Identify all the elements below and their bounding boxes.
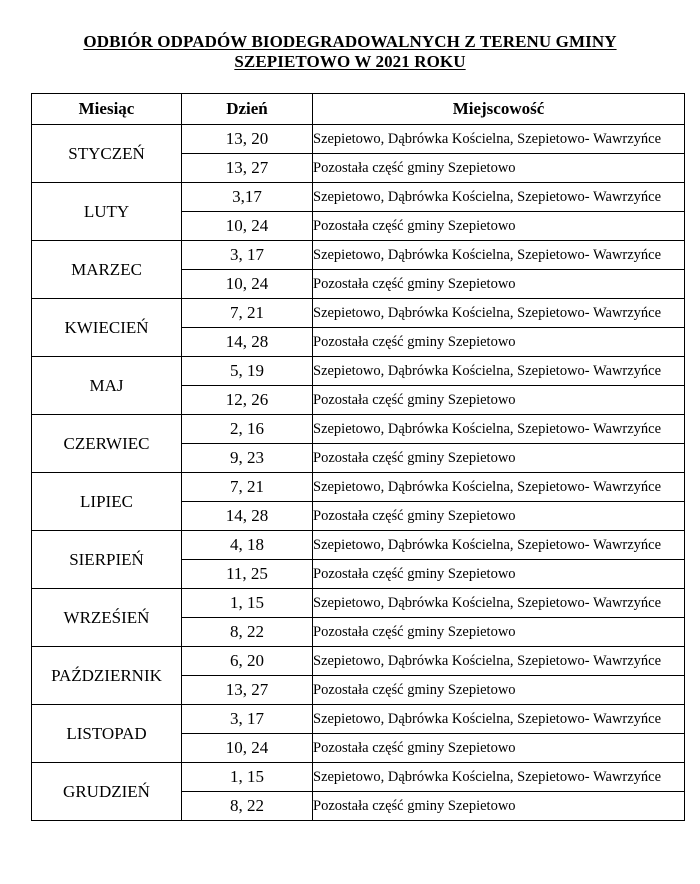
header-row xyxy=(32,94,685,125)
month-cell: LISTOPAD xyxy=(32,705,182,763)
days-cell: 1, 15 xyxy=(182,763,313,792)
days-cell: 4, 18 xyxy=(182,531,313,560)
header-place: Miejscowość xyxy=(313,94,685,125)
place-cell: Szepietowo, Dąbrówka Kościelna, Szepietowo- Wawrzyńce xyxy=(313,763,685,792)
place-cell: Pozostała część gminy Szepietowo xyxy=(313,154,685,183)
place-cell: Pozostała część gminy Szepietowo xyxy=(313,328,685,357)
place-cell: Szepietowo, Dąbrówka Kościelna, Szepietowo- Wawrzyńce xyxy=(313,241,685,270)
place-cell: Pozostała część gminy Szepietowo xyxy=(313,270,685,299)
days-cell: 7, 21 xyxy=(182,473,313,502)
table-row xyxy=(32,531,685,560)
table-row xyxy=(32,589,685,618)
table-row xyxy=(32,705,685,734)
days-cell: 13, 27 xyxy=(182,676,313,705)
days-cell: 3,17 xyxy=(182,183,313,212)
days-cell: 3, 17 xyxy=(182,705,313,734)
place-cell: Pozostała część gminy Szepietowo xyxy=(313,560,685,589)
days-cell: 8, 22 xyxy=(182,792,313,821)
table-row xyxy=(32,763,685,792)
days-cell: 14, 28 xyxy=(182,502,313,531)
place-cell: Pozostała część gminy Szepietowo xyxy=(313,444,685,473)
place-cell: Szepietowo, Dąbrówka Kościelna, Szepietowo- Wawrzyńce xyxy=(313,473,685,502)
days-cell: 2, 16 xyxy=(182,415,313,444)
place-cell: Szepietowo, Dąbrówka Kościelna, Szepietowo- Wawrzyńce xyxy=(313,415,685,444)
place-cell: Pozostała część gminy Szepietowo xyxy=(313,212,685,241)
month-cell: SIERPIEŃ xyxy=(32,531,182,589)
month-cell: MARZEC xyxy=(32,241,182,299)
days-cell: 10, 24 xyxy=(182,212,313,241)
days-cell: 3, 17 xyxy=(182,241,313,270)
month-cell: WRZEŚIEŃ xyxy=(32,589,182,647)
place-cell: Szepietowo, Dąbrówka Kościelna, Szepietowo- Wawrzyńce xyxy=(313,589,685,618)
month-cell: LIPIEC xyxy=(32,473,182,531)
place-cell: Szepietowo, Dąbrówka Kościelna, Szepietowo- Wawrzyńce xyxy=(313,647,685,676)
days-cell: 9, 23 xyxy=(182,444,313,473)
month-cell: CZERWIEC xyxy=(32,415,182,473)
month-cell: GRUDZIEŃ xyxy=(32,763,182,821)
table-row xyxy=(32,183,685,212)
place-cell: Pozostała część gminy Szepietowo xyxy=(313,618,685,647)
table-row xyxy=(32,125,685,154)
days-cell: 10, 24 xyxy=(182,270,313,299)
place-cell: Pozostała część gminy Szepietowo xyxy=(313,676,685,705)
table-row xyxy=(32,415,685,444)
place-cell: Szepietowo, Dąbrówka Kościelna, Szepietowo- Wawrzyńce xyxy=(313,705,685,734)
days-cell: 13, 27 xyxy=(182,154,313,183)
place-cell: Szepietowo, Dąbrówka Kościelna, Szepietowo- Wawrzyńce xyxy=(313,125,685,154)
place-cell: Pozostała część gminy Szepietowo xyxy=(313,386,685,415)
table-header xyxy=(32,94,685,125)
days-cell: 12, 26 xyxy=(182,386,313,415)
days-cell: 8, 22 xyxy=(182,618,313,647)
collection-schedule-table xyxy=(31,93,685,821)
place-cell: Pozostała część gminy Szepietowo xyxy=(313,734,685,763)
month-cell: KWIECIEŃ xyxy=(32,299,182,357)
table-row xyxy=(32,473,685,502)
days-cell: 1, 15 xyxy=(182,589,313,618)
header-day: Dzień xyxy=(182,94,313,125)
days-cell: 13, 20 xyxy=(182,125,313,154)
document-title-line-1: ODBIÓR ODPADÓW BIODEGRADOWALNYCH Z TERENU GMINY xyxy=(83,32,617,51)
days-cell: 5, 19 xyxy=(182,357,313,386)
place-cell: Szepietowo, Dąbrówka Kościelna, Szepietowo- Wawrzyńce xyxy=(313,183,685,212)
days-cell: 10, 24 xyxy=(182,734,313,763)
place-cell: Pozostała część gminy Szepietowo xyxy=(313,502,685,531)
days-cell: 11, 25 xyxy=(182,560,313,589)
month-cell: STYCZEŃ xyxy=(32,125,182,183)
header-month: Miesiąc xyxy=(32,94,182,125)
table-row xyxy=(32,357,685,386)
place-cell: Szepietowo, Dąbrówka Kościelna, Szepietowo- Wawrzyńce xyxy=(313,299,685,328)
table-row xyxy=(32,241,685,270)
table-row xyxy=(32,299,685,328)
table-row xyxy=(32,647,685,676)
document-title-line-2: SZEPIETOWO W 2021 ROKU xyxy=(234,52,466,71)
place-cell: Szepietowo, Dąbrówka Kościelna, Szepietowo- Wawrzyńce xyxy=(313,531,685,560)
days-cell: 7, 21 xyxy=(182,299,313,328)
month-cell: LUTY xyxy=(32,183,182,241)
table-body xyxy=(32,125,685,821)
month-cell: MAJ xyxy=(32,357,182,415)
days-cell: 6, 20 xyxy=(182,647,313,676)
days-cell: 14, 28 xyxy=(182,328,313,357)
place-cell: Pozostała część gminy Szepietowo xyxy=(313,792,685,821)
place-cell: Szepietowo, Dąbrówka Kościelna, Szepietowo- Wawrzyńce xyxy=(313,357,685,386)
month-cell: PAŹDZIERNIK xyxy=(32,647,182,705)
